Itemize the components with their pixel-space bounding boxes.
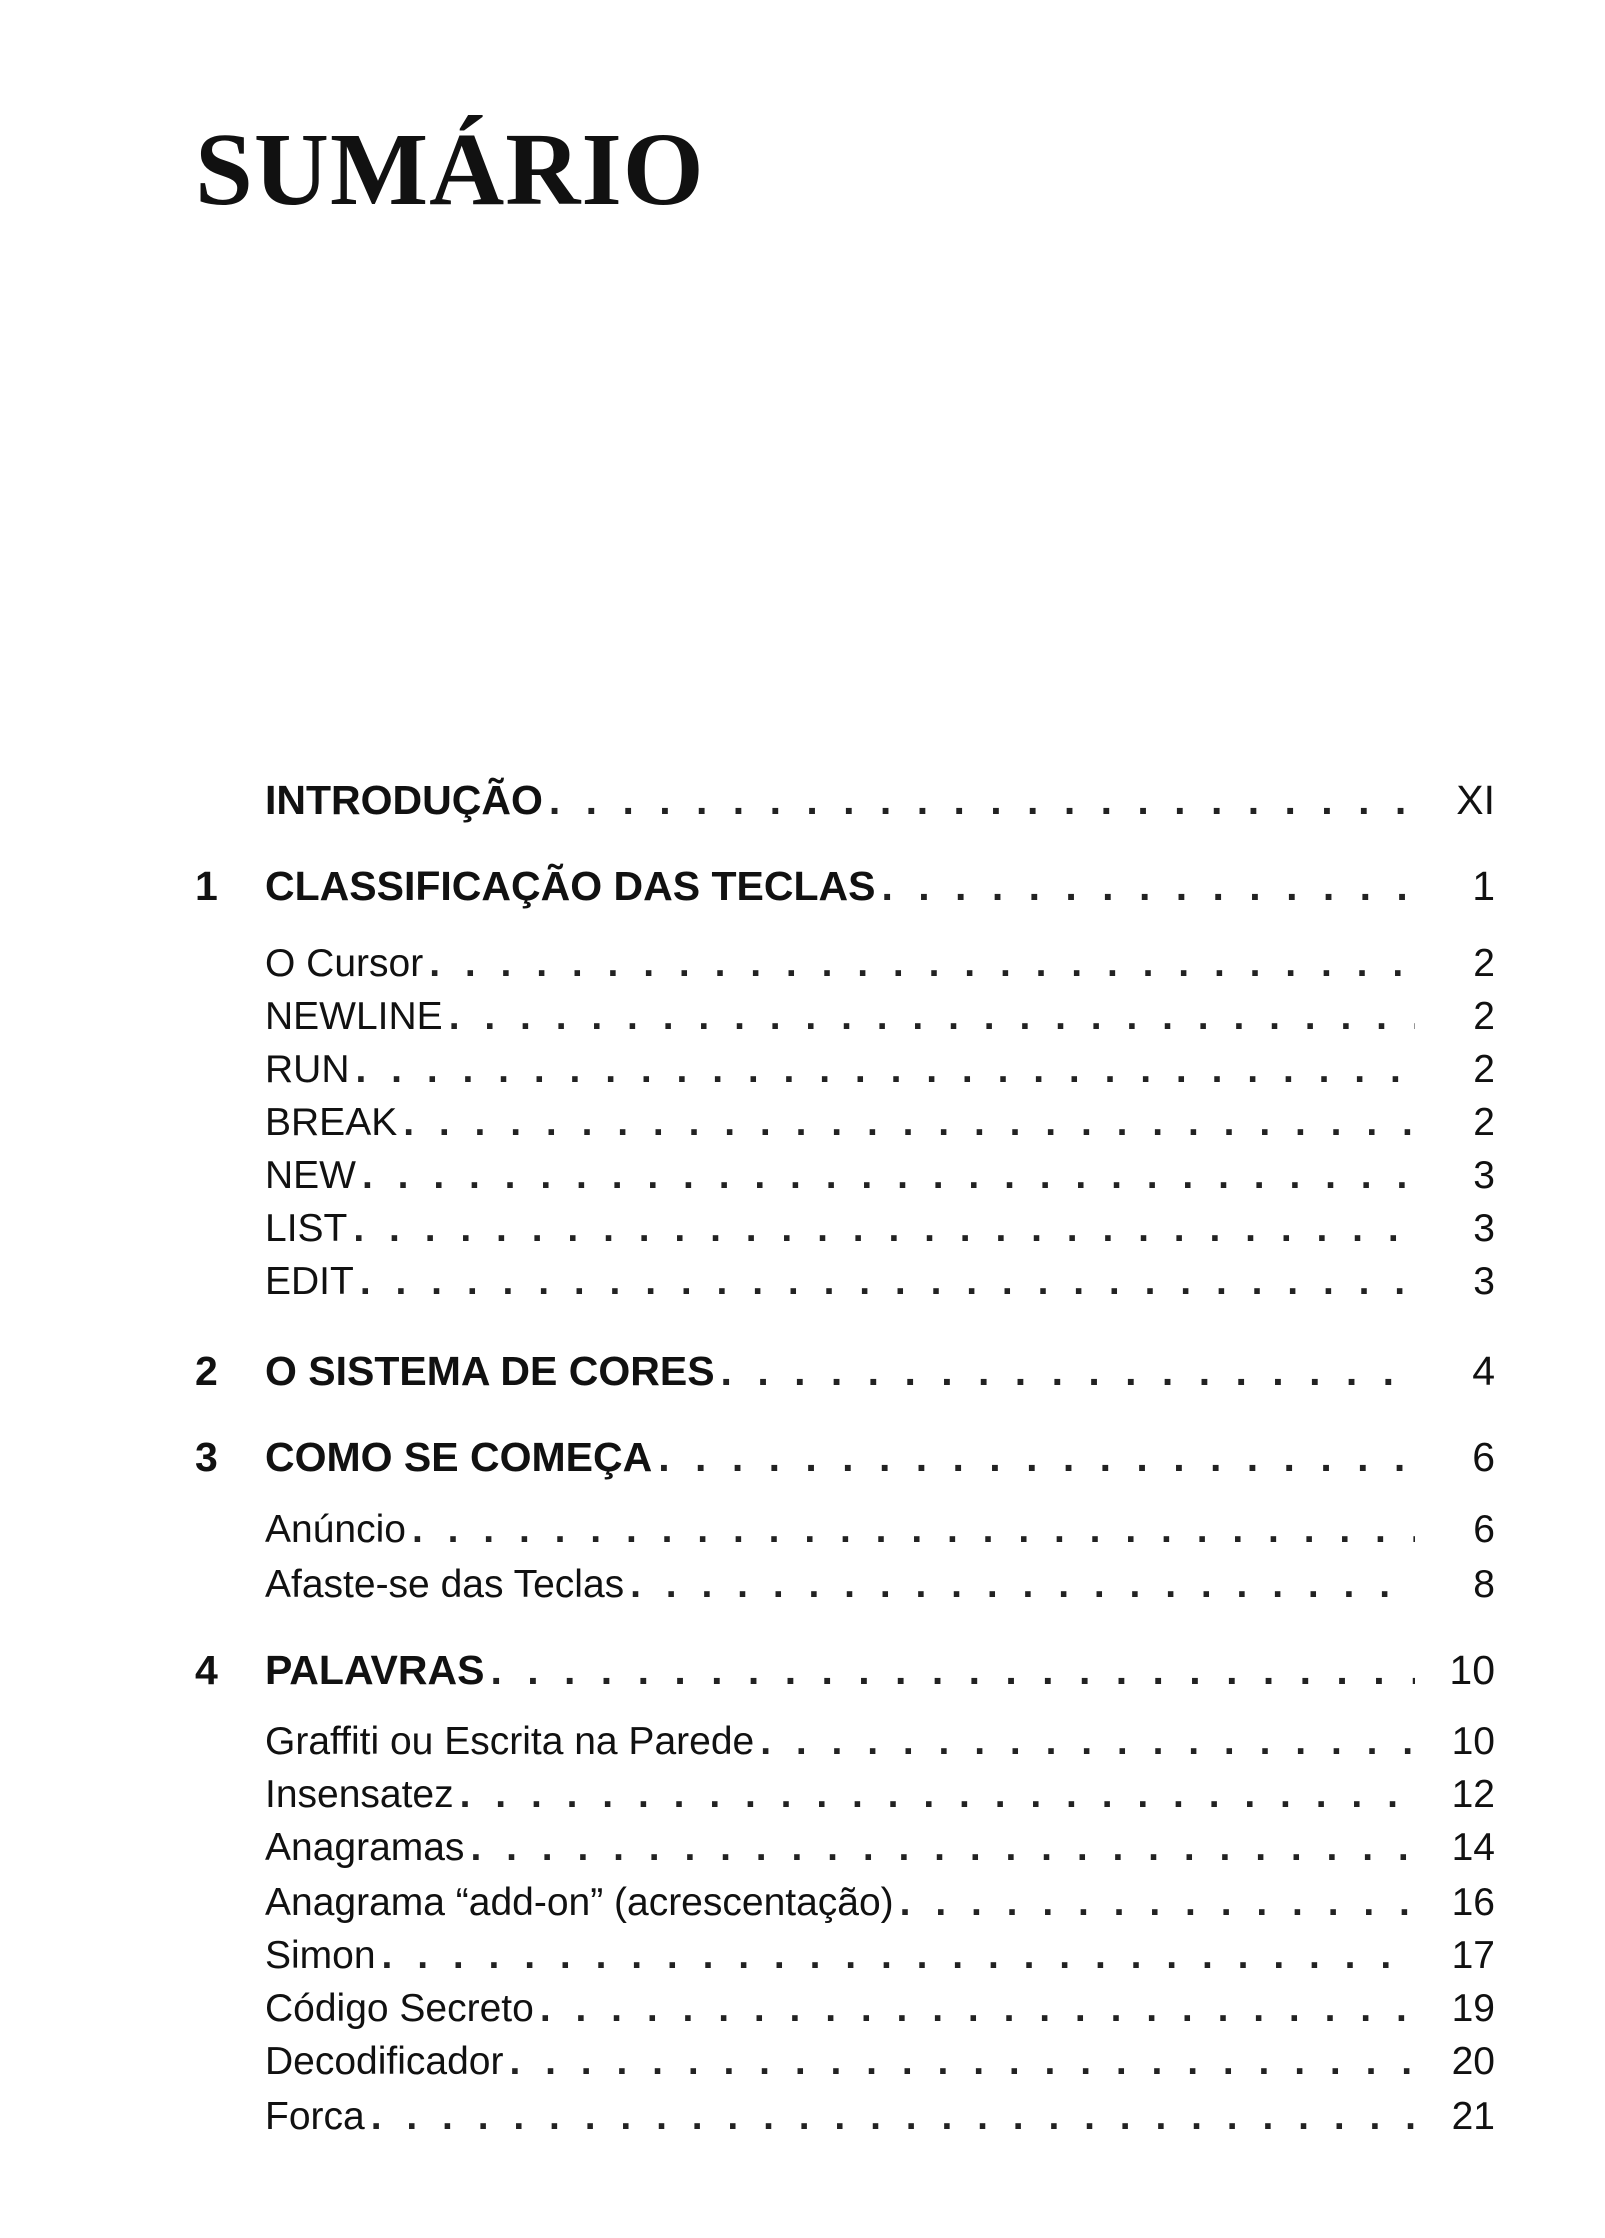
toc-entry-page: 3 bbox=[1473, 1260, 1495, 1303]
toc-entry-label: BREAK bbox=[265, 1101, 398, 1144]
toc-entry-label: Anagramas bbox=[265, 1826, 465, 1869]
dot-leader bbox=[721, 1347, 1415, 1395]
toc-entry-decodificador[interactable] bbox=[195, 2038, 1495, 2086]
toc-entry-label: NEW bbox=[265, 1154, 356, 1197]
toc-entry-page: 6 bbox=[1473, 1508, 1495, 1551]
toc-entry-page: 4 bbox=[1472, 1348, 1495, 1394]
toc-entry-page: 20 bbox=[1451, 2040, 1495, 2083]
toc-entry-label: Anagrama “add-on” (acrescentação) bbox=[265, 1881, 894, 1924]
toc-entry-page: 3 bbox=[1473, 1154, 1495, 1197]
toc-entry-o-cursor[interactable] bbox=[195, 940, 1495, 988]
toc-entry-page: 10 bbox=[1449, 1647, 1495, 1693]
toc-entry-page: 21 bbox=[1451, 2095, 1495, 2138]
toc-entry-number: 3 bbox=[195, 1434, 218, 1480]
toc-entry-page: 3 bbox=[1473, 1207, 1495, 1250]
toc-entry-codigo-secreto[interactable] bbox=[195, 1985, 1495, 2033]
toc-entry-break[interactable] bbox=[195, 1099, 1495, 1147]
toc-entry-chapter-4[interactable] bbox=[195, 1646, 1495, 1694]
dot-leader bbox=[881, 862, 1415, 910]
toc-entry-page: 6 bbox=[1472, 1434, 1495, 1480]
toc-entry-label: Anúncio bbox=[265, 1508, 406, 1551]
dot-leader bbox=[630, 1561, 1415, 1609]
dot-leader bbox=[760, 1718, 1415, 1766]
toc-entry-label: Forca bbox=[265, 2095, 365, 2138]
toc-entry-chapter-1[interactable] bbox=[195, 862, 1495, 910]
toc-entry-label: EDIT bbox=[265, 1260, 354, 1303]
toc-entry-page: 10 bbox=[1451, 1720, 1495, 1763]
toc-entry-label: O SISTEMA DE CORES bbox=[265, 1348, 715, 1394]
toc-entry-page: 2 bbox=[1473, 995, 1495, 1038]
dot-leader bbox=[460, 1771, 1415, 1819]
toc-entry-insensatez[interactable] bbox=[195, 1771, 1495, 1819]
dot-leader bbox=[540, 1985, 1415, 2033]
toc-entry-number: 4 bbox=[195, 1647, 218, 1693]
toc-entry-afaste-se-das-teclas[interactable] bbox=[195, 1561, 1495, 1609]
toc-entry-label: Afaste-se das Teclas bbox=[265, 1563, 625, 1606]
toc-entry-page: 2 bbox=[1473, 1101, 1495, 1144]
toc-entry-number: 1 bbox=[195, 863, 218, 909]
toc-entry-label: CLASSIFICAÇÃO DAS TECLAS bbox=[265, 863, 876, 909]
toc-entry-anuncio[interactable] bbox=[195, 1506, 1495, 1554]
toc-entry-anagrama-add-on[interactable] bbox=[195, 1879, 1495, 1927]
toc-entry-page: 17 bbox=[1451, 1934, 1495, 1977]
toc-entry-graffiti[interactable] bbox=[195, 1718, 1495, 1766]
dot-leader bbox=[362, 1152, 1415, 1200]
toc-entry-page: 19 bbox=[1451, 1987, 1495, 2030]
toc-entry-label: COMO SE COMEÇA bbox=[265, 1434, 653, 1480]
toc-entry-number: 2 bbox=[195, 1348, 218, 1394]
dot-leader bbox=[490, 1646, 1415, 1694]
dot-leader bbox=[360, 1258, 1415, 1306]
dot-leader bbox=[900, 1879, 1415, 1927]
page-title: SUMÁRIO bbox=[195, 112, 705, 227]
toc-entry-label: INTRODUÇÃO bbox=[265, 777, 543, 823]
toc-entry-list[interactable] bbox=[195, 1205, 1495, 1253]
toc-entry-introducao[interactable] bbox=[195, 776, 1495, 824]
toc-entry-page: 12 bbox=[1451, 1773, 1495, 1816]
toc-entry-page: 1 bbox=[1472, 863, 1495, 909]
toc-entry-label: LIST bbox=[265, 1207, 348, 1250]
toc-entry-page: 2 bbox=[1473, 1048, 1495, 1091]
dot-leader bbox=[356, 1046, 1416, 1094]
toc-entry-chapter-3[interactable] bbox=[195, 1433, 1495, 1481]
toc-entry-anagramas[interactable] bbox=[195, 1824, 1495, 1872]
dot-leader bbox=[403, 1099, 1415, 1147]
dot-leader bbox=[549, 776, 1415, 824]
toc-entry-label: Decodificador bbox=[265, 2040, 504, 2083]
toc-entry-chapter-2[interactable] bbox=[195, 1347, 1495, 1395]
toc-entry-label: Insensatez bbox=[265, 1773, 454, 1816]
dot-leader bbox=[382, 1932, 1415, 1980]
toc-entry-label: Simon bbox=[265, 1934, 376, 1977]
toc-entry-new[interactable] bbox=[195, 1152, 1495, 1200]
toc-entry-page: 8 bbox=[1473, 1563, 1495, 1606]
toc-entry-label: Graffiti ou Escrita na Parede bbox=[265, 1720, 755, 1763]
toc-entry-page: 2 bbox=[1473, 942, 1495, 985]
toc-entry-page: XI bbox=[1456, 777, 1495, 823]
dot-leader bbox=[429, 940, 1415, 988]
toc-entry-newline[interactable] bbox=[195, 993, 1495, 1041]
toc-entry-label: PALAVRAS bbox=[265, 1647, 485, 1693]
toc-entry-label: O Cursor bbox=[265, 942, 424, 985]
dot-leader bbox=[509, 2038, 1415, 2086]
toc-entry-label: Código Secreto bbox=[265, 1987, 534, 2030]
toc-entry-page: 16 bbox=[1451, 1881, 1495, 1924]
dot-leader bbox=[658, 1433, 1415, 1481]
toc-entry-label: RUN bbox=[265, 1048, 350, 1091]
toc-entry-simon[interactable] bbox=[195, 1932, 1495, 1980]
dot-leader bbox=[353, 1205, 1415, 1253]
toc-entry-forca[interactable] bbox=[195, 2093, 1495, 2141]
dot-leader bbox=[371, 2093, 1415, 2141]
dot-leader bbox=[449, 993, 1415, 1041]
toc-entry-label: NEWLINE bbox=[265, 995, 443, 1038]
table-of-contents bbox=[195, 0, 1495, 2238]
dot-leader bbox=[470, 1824, 1415, 1872]
dot-leader bbox=[412, 1506, 1415, 1554]
toc-entry-run[interactable] bbox=[195, 1046, 1495, 1094]
toc-entry-edit[interactable] bbox=[195, 1258, 1495, 1306]
toc-entry-page: 14 bbox=[1451, 1826, 1495, 1869]
